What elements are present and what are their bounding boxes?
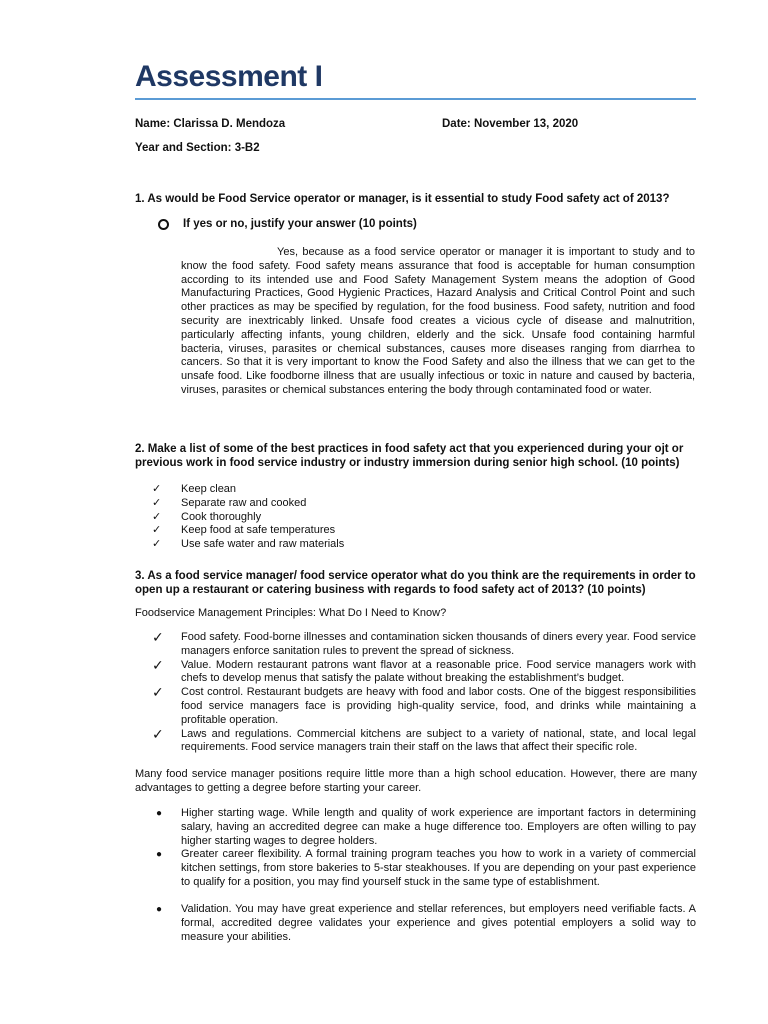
- checkmark-icon: ✓: [152, 524, 162, 537]
- question-1-sub-text: If yes or no, justify your answer (10 points): [183, 218, 417, 230]
- student-name: Name: Clarissa D. Mendoza: [135, 118, 286, 130]
- checkmark-icon: ✓: [152, 629, 164, 645]
- list-item: ● Greater career flexibility. A formal training program teaches you how to work in a variety of commercial kitchen settings, from store bakeries to 5-star steakhouses. If you are depending on your past experience to qualify for a position, you may find yourself stuck in the same type of establishment.: [152, 848, 696, 889]
- advantages-list-a: [152, 807, 696, 890]
- checkmark-icon: ✓: [152, 483, 162, 495]
- list-item: ✓ Keep clean: [152, 483, 237, 495]
- question-2: 2. Make a list of some of the best practices in food safety act that you experienced during your ojt or previous work in food service industry or industry immersion during senior high school. (10 points): [135, 443, 684, 469]
- question-3: 3. As a food service manager/ food service operator what do you think are the requirements in order to open up a restaurant or catering business with regards to food safety act of 2013? (10 points): [135, 570, 696, 596]
- list-item: ✓ Value. Modern restaurant patrons want flavor at a reasonable price. Food service managers work with chefs to develop menus that satisfy the palate without breaking the establishment’s budget.: [152, 656, 696, 685]
- list-item: ✓ Laws and regulations. Commercial kitchens are subject to a variety of national, state, and local legal requirements. Food service managers train their staff on the laws that affect their specific role.: [152, 725, 696, 754]
- list-item: ● Validation. You may have great experience and stellar references, but employers need verifiable facts. A formal, accredited degree validates your experience and gives potential employers a solid way to measure your abilities.: [152, 903, 696, 944]
- checkmark-icon: ✓: [152, 725, 164, 742]
- question-1: 1. As would be Food Service operator or manager, is it essential to study Food safety act of 2013?: [135, 193, 670, 205]
- best-practices-list: [152, 483, 552, 552]
- list-item: ✓ Keep food at safe temperatures: [152, 524, 336, 537]
- question-1-sub: [158, 218, 417, 230]
- page-title: Assessment I: [135, 60, 323, 93]
- bullet-icon: ●: [156, 849, 163, 861]
- checkmark-icon: ✓: [152, 510, 162, 523]
- checkmark-icon: ✓: [152, 656, 164, 673]
- list-item: ● Higher starting wage. While length and quality of work experience are important factors in determining salary, having an accredited degree can make a huge difference too. Employers are often willing to pay higher starting wages to degree holders.: [152, 807, 696, 848]
- checkmark-icon: ✓: [152, 538, 162, 551]
- list-item: ✓ Cook thoroughly: [152, 510, 262, 523]
- answer-1: Yes, because as a food service operator or manager it is important to study and to know the food safety. Food safety means assurance that food is acceptable for human consumption according to its intended use and Food Safety Management System means the adoption of Good Manufacturing Practices, Good Hygienic Practices, Hazard Analysis and Critical Control Point and such other practices as may be specified by regulation, for the food business. Food safety, nutrition and food security are inextricably linked. Unsafe food creates a vicious cycle of disease and malnutrition, particularly affecting infants, young children, elderly and the sick. Unsafe food containing harmful bacteria, viruses, parasites or chemical substances, causes more diseases ranging from diarrhea to cancers. So that it is very important to know the Food Safety and also the illness that we can get to the unsafe food. Like foodborne illness that are usually infectious or toxic in nature and caused by bacteria, viruses, parasites or chemical substances entering the body through contaminated food or water.: [181, 246, 695, 396]
- bullet-icon: ●: [156, 904, 163, 915]
- principles-intro: Foodservice Management Principles: What Do I Need to Know?: [135, 607, 447, 619]
- checkmark-icon: ✓: [152, 684, 164, 701]
- degree-paragraph: Many food service manager positions require little more than a high school education. However, there are many advantages to getting a degree before starting your career.: [135, 768, 697, 794]
- list-item: ✓ Food safety. Food-borne illnesses and contamination sicken thousands of diners every year. Food service managers enforce sanitation rules to prevent the spread of sickness.: [152, 629, 696, 657]
- advantages-list-b: [152, 903, 696, 944]
- principles-list: [152, 631, 696, 755]
- list-item: ✓ Use safe water and raw materials: [152, 538, 345, 551]
- submission-date: Date: November 13, 2020: [442, 118, 579, 130]
- circle-bullet-icon: [158, 219, 169, 230]
- year-section: Year and Section: 3-B2: [135, 142, 260, 154]
- list-item: ✓ Separate raw and cooked: [152, 496, 307, 509]
- checkmark-icon: ✓: [152, 496, 162, 509]
- list-item: ✓ Cost control. Restaurant budgets are heavy with food and labor costs. One of the biggest responsibilities food service managers face is providing high-quality service, food, and drinks while maintaining a profitable operation.: [152, 684, 696, 726]
- title-underline: [135, 98, 696, 100]
- bullet-icon: ●: [156, 808, 163, 819]
